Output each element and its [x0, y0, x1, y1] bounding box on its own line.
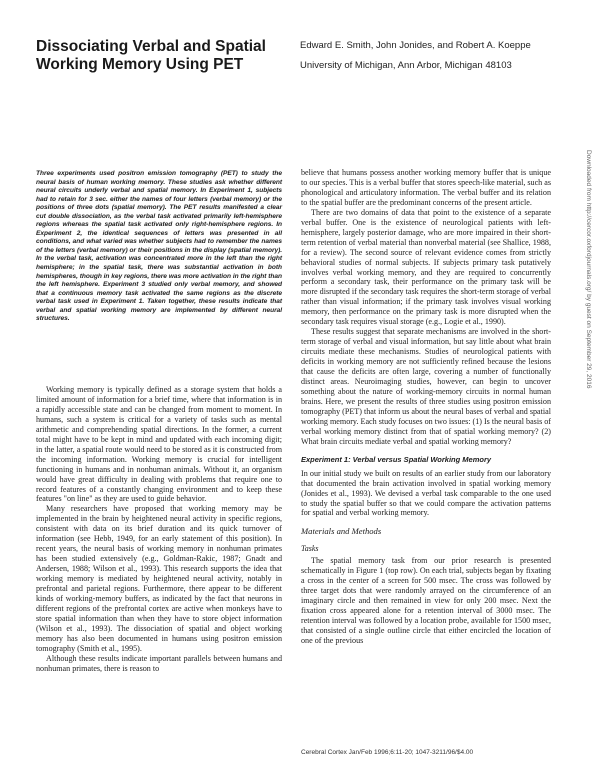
journal-footer: Cerebral Cortex Jan/Feb 1996;6:11-20; 1047-3211/96/$4.00 [301, 749, 474, 756]
subsection-heading: Materials and Methods [301, 526, 382, 537]
download-watermark: Downloaded from http://cercor.oxfordjournals.org/ by guest on September 29, 2016 [585, 150, 592, 389]
abstract: Three experiments used positron emission tomography (PET) to study the neural basis of human working memory. These studies ask whether different neural circuits underly verbal and spatial memory. In Experiment 1, subjects had to retain for 3 sec. either the names of four letters (verbal memory) or the positions of three dots (spatial memory). The PET results manifested a clear cut double dissociation, as the verbal task activated primarily left-hemisphere regions whereas the spatial task activated only right-hemisphere regions. In Experiment 2, the identical sequences of letters was presented in all conditions, and what varied was whether subjects had to remember the names of the letters (verbal memory) or their positions in the display (spatial memory). In the verbal task, activation was concentrated more in the left than the right hemisphere; in the spatial task, there was substantial activation in both hemispheres, though in key regions, there was more activation in the right than the left hemisphere. Experiment 3 studied only verbal memory, and showed that a continuous memory task activated the same regions as the discrete verbal task used in Experiment 1. Taken together, these results indicate that verbal and spatial working memory are implemented by different neural structures. [36, 170, 282, 323]
body-paragraph: believe that humans possess another working memory buffer that is unique to our species. This is a verbal buffer that stores speech-like material, such as phonological and articulatory information. The verbal buffer and its relation to the spatial buffer are the predominant concerns of the present article. [301, 168, 551, 207]
subsubsection-heading: Tasks [301, 544, 319, 554]
body-paragraph: Many researchers have proposed that working memory may be implemented in the brain by heightened neural activity in specific regions, consistent with data on its brief duration and its quick turnover of information (see Hebb, 1949, for an early statement of this position). In recent years, the neural basis of working memory in nonhuman primates has been studied extensively (e.g., Goldman-Rakic, 1987; Gnadt and Andersen, 1988; Wilson et al., 1993). This research supports the idea that working memory is mediated by heightened neural activity, notably in prefrontal and parietal regions. Furthermore, there appear to be different kinds of working-memory buffers, as indicated by the fact that neurons in different regions of the prefrontal cortex are active when monkeys have to store spatial information than when they have to store object information (Wilson et al., 1993). The dissociation of spatial and object working memory has also been documented in humans using positron emission tomography (Smith et al., 1995). [36, 504, 282, 653]
paper-title: Dissociating Verbal and Spatial Working Memory Using PET [36, 38, 266, 73]
body-paragraph: The spatial memory task from our prior research is presented schematically in Figure 1 (top row). On each trial, subjects began by fixating a cross in the center of a screen for 500 msec. The cross was followed by three target dots that were randomly arrayed on the circumference of an imaginary circle and then remained in view for only 200 msec. Next the fixation cross appeared alone for a retention interval of 3000 msec. The retention interval was followed by a location probe, available for 1500 msec, that consisted of a single outline circle that either encircled the location of one of the previous [301, 556, 551, 645]
body-paragraph: Working memory is typically defined as a storage system that holds a limited amount of information for a brief time, where that information is in a rapidly accessible state and can be changed from moment to moment. In humans, such a system is critical for a variety of tasks such as mental arithmetic and comprehending spatial directions. In the former, a current total might have to be kept in mind and updated with each incoming digit; in the latter, a spatial route would need to be stored as it is constructed from the incoming information. Working memory is crucial for intelligent functioning in humans and in nonhuman animals. Without it, an organism would have great difficulty in dealing with problems that require one to record features of a constantly changing environment and to keep these features "on line" as they are used to guide behavior. [36, 385, 282, 504]
body-paragraph: In our initial study we built on results of an earlier study from our laboratory that documented the brain activation involved in spatial working memory (Jonides et al., 1993). We devised a verbal task comparable to the one used to study the spatial buffer so that we could compare the activation patterns for spatial and verbal working memory. [301, 468, 551, 518]
author-list: Edward E. Smith, John Jonides, and Robert A. Koeppe [300, 40, 531, 51]
body-paragraph: These results suggest that separate mechanisms are involved in the short-term storage of verbal and visual information, but say little about what brain circuits mediate these mechanisms. Studies of neurological patients with deficits in working memory are not sufficiently refined because the lesions that cause the deficits are often large, covering a number of functionally distinct areas. Neuroimaging studies, however, can begin to uncover something about the nature of working-memory circuits in normal human brains. Here, we present the results of three studies using positron emission tomography (PET) that inform us about the neural bases of verbal and spatial working memory. Each study focuses on two issues: (1) Is the neural basis of verbal working memory distinct from that of spatial working memory? (2) What brain circuits mediate verbal and spatial working memory? [301, 327, 551, 446]
affiliation: University of Michigan, Ann Arbor, Michigan 48103 [300, 60, 512, 71]
right-column [301, 168, 551, 646]
body-paragraph: There are two domains of data that point to the existence of a separate verbal buffer. One is the existence of neurological patients with left-hemisphere, largely posterior damage, who are more impaired in their short-term retention of verbal material than nonverbal material (see Shallice, 1988, for a review). The second source of relevant evidence comes from strictly behavioral studies of normal subjects. If subjects primary task putatively involves verbal working memory, and they are required to concurrently perform a secondary task, their performance on the primary task will be more disrupted if the secondary task requires the short-term storage of verbal rather than visual information; if the primary task involves visual working memory, then performance on the primary task is more disrupted when the secondary task requires visual storage (e.g., Logie et al., 1990). [301, 207, 551, 327]
left-column [36, 385, 282, 674]
section-heading: Experiment 1: Verbal versus Spatial Working Memory [301, 454, 492, 464]
body-paragraph: Although these results indicate important parallels between humans and nonhuman primates, there is reason to [36, 653, 282, 673]
